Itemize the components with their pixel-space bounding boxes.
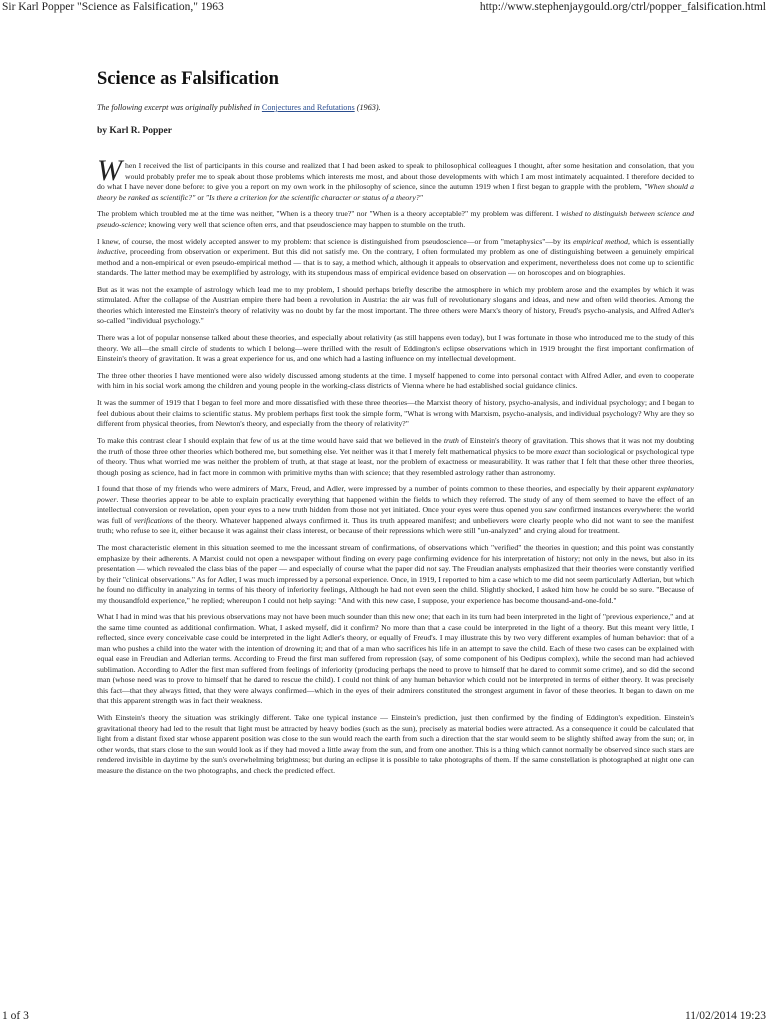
article <box>97 66 694 783</box>
article-body <box>97 154 695 776</box>
print-header-url: http://www.stephenjaygould.org/ctrl/popper_falsification.html <box>479 1 766 13</box>
paragraph-7: It was the summer of 1919 that I began to feel more and more dissatisfied with these three theories—the Marxist theory of history, psycho-analysis, and individual psychology; and I began to feel dubious about their claims to scientific status. My problem perhaps first took the simple form, "What is wrong with Marxism, psycho-analysis, and individual psychology? Why are they so different from physical theories, from Newton's theory, and especially from the theory of relativity?" <box>97 398 694 429</box>
paragraph-3: I knew, of course, the most widely accepted answer to my problem: that science is distinguished from pseudoscience—or from "metaphysics"—by its empirical method, which is essentially inductive, proceeding from observation or experiment. But this did not satisfy me. On the contrary, I often formulated my problem as one of distinguishing between a genuinely empirical method and a non-empirical or even pseudo-empirical method — that is to say, a method which, although it appeals to observation and experiment, nevertheless does not come up to scientific standards. The latter method may be exemplified by astrology, with its stupendous mass of empirical evidence based on observation — on horoscopes and on biographies. <box>97 236 694 278</box>
print-header <box>0 0 768 14</box>
conjectures-link[interactable]: Conjectures and Refutations <box>261 103 355 112</box>
paragraph-6: The three other theories I have mentioned were also widely discussed among students at the time. I myself happened to come into personal contact with Alfred Adler, and even to cooperate with him in his social work among the children and young people in the working-class districts of Vienna where he had established social guidance clinics. <box>97 370 694 391</box>
byline: by Karl R. Popper <box>97 126 172 136</box>
page-title: Science as Falsification <box>97 69 279 89</box>
excerpt-prefix: The following excerpt was originally published in <box>97 103 262 112</box>
excerpt-note <box>97 102 694 113</box>
paragraph-4: But as it was not the example of astrology which lead me to my problem, I should perhaps briefly describe the atmosphere in which my problem arose and the examples by which it was stimulated. After the collapse of the Austrian empire there had been a revolution in Austria: the air was full of revolutionary slogans and ideas, and new and often wild theories. Among the theories which interested me Einstein's theory of relativity was no doubt by far the most important. The three others were Marx's theory of history, Freud's psycho-analysis, and Alfred Adler's so-called "individual psychology." <box>97 284 694 326</box>
page-number: 1 of 3 <box>2 1010 29 1022</box>
paragraph-9: I found that those of my friends who were admirers of Marx, Freud, and Adler, were impressed by a number of points common to these theories, and especially by their apparent explanatory power. These theories appear to be able to explain practically everything that happened within the fields to which they referred. The study of any of them seemed to have the effect of an intellectual conversion or revelation, open your eyes to a new truth hidden from those not yet initiated. Once your eyes were thus opened you saw confirmed instances everywhere: the world was full of verifications of the theory. Whatever happened always confirmed it. Thus its truth appeared manifest; and unbelievers were clearly people who did not want to see the manifest truth; who refuse to see it, either because it was against their class interest, or because of their repressions which were still "un-analyzed" and crying aloud for treatment. <box>97 484 694 536</box>
paragraph-2: The problem which troubled me at the time was neither, "When is a theory true?" nor "When is a theory acceptable?" my problem was different. I wished to distinguish between science and pseudo-science; knowing very well that science often errs, and that pseudoscience may happen to stumble on the truth. <box>97 209 694 229</box>
paragraph-12: With Einstein's theory the situation was strikingly different. Take one typical instance — Einstein's prediction, just then confirmed by the finding of Eddington's expedition. Einstein's gravitational theory had led to the result that light must be attracted by heavy bodies (such as the sun), precisely as material bodies were attracted. As a consequence it could be calculated that light from a distant fixed star whose apparent position was close to the sun would reach the earth from such a direction that the star would seem to be slightly shifted away from the sun; or, in other words, that stars close to the sun would look as if they had moved a little away from the sun, and from one another. This is a thing which cannot normally be observed since such stars are rendered invisible in daytime by the sun's overwhelming brightness; but during an eclipse it is possible to take photographs of them. If the same constellation is photographed at night one can measure the distance on the two photographs, and check the predicted effect. <box>97 713 694 775</box>
print-footer <box>0 1009 768 1023</box>
print-header-title: Sir Karl Popper "Science as Falsification," 1963 <box>2 1 224 13</box>
paragraph-10: The most characteristic element in this situation seemed to me the incessant stream of confirmations, of observations which "verified" the theories in question; and this point was constantly emphasize by their adherents. A Marxist could not open a newspaper without finding on every page confirming evidence for his interpretation of history; not only in the news, but also in its presentation — which revealed the class bias of the paper — and especially of course what the paper did not say. The Freudian analysts emphasized that their theories were constantly verified by their "clinical observations." As for Adler, I was much impressed by a personal experience. Once, in 1919, I reported to him a case which to me did not seem particularly Adlerian, but which he found no difficulty in analyzing in terms of his theory of inferiority feelings, Although he had not even seen the child. Slightly shocked, I asked him how he could be so sure. "Because of my thousandfold experience," he replied; whereupon I could not help saying: "And with this new case, I suppose, your experience has become thousand-and-one-fold." <box>97 543 695 605</box>
paragraph-8: To make this contrast clear I should explain that few of us at the time would have said that we believed in the truth of Einstein's theory of gravitation. This shows that it was not my doubting the truth of those three other theories which bothered me, but something else. Yet neither was it that I merely felt mathematical physics to be more exact than sociological or psychological type of theory. Thus what worried me was neither the problem of truth, at that stage at least, nor the problem of exactness or measurability. It was rather that I felt that these other three theories, though posing as science, had in fact more in common with primitive myths than with science; that they resembled astrology rather than astronomy. <box>97 436 694 477</box>
excerpt-suffix: (1963). <box>354 103 381 112</box>
paragraph-11: What I had in mind was that his previous observations may not have been much sounder than this new one; that each in its turn had been interpreted in the light of "previous experience," and at the same time counted as additional confirmation. What, I asked myself, did it confirm? No more than that a case could be interpreted in the light of a theory. But this meant very little, I reflected, since every conceivable case could be interpreted in the light Adler's theory, or equally of Freud's. I may illustrate this by two very different examples of human behavior: that of a man who pushes a child into the water with the intention of drowning it; and that of a man who sacrifices his life in an attempt to save the child. Each of these two cases can be explained with equal ease in Freudian and Adlerian terms. According to Freud the first man suffered from repression (say, of some component of his Oedipus complex), while the second man had achieved sublimation. According to Adler the first man suffered from feelings of inferiority (producing perhaps the need to prove to himself that he dared to commit some crime), and so did the second man (whose need was to prove to himself that he dared to rescue the child). I could not think of any human behavior which could not be interpreted in terms of either theory. It was precisely this fact—that they always fitted, that they were always confirmed—which in the eyes of their admirers constituted the strongest argument in favor of these theories. It began to dawn on me that this apparent strength was in fact their weakness. <box>97 612 694 706</box>
paragraph-5: There was a lot of popular nonsense talked about these theories, and especially about relativity (as still happens even today), but I was fortunate in those who introduced me to the study of this theory. We all—the small circle of students to which I belong—were thrilled with the result of Eddington's eclipse observations which in 1919 brought the first important confirmation of Einstein's theory of gravitation. It was a great experience for us, and one which had a lasting influence on my intellectual development. <box>97 333 694 364</box>
paragraph-1: When I received the list of participants in this course and realized that I had been asked to speak to philosophical colleagues I thought, after some hesitation and consolation, that you would probably prefer me to speak about those problems which interests me most, and about those developments with which I am most intimately acquainted. I therefore decided to do what I have never done before: to give you a report on my own work in the philosophy of science, since the autumn 1919 when I first began to grapple with the problem, "When should a theory be ranked as scientific?" or "Is there a criterion for the scientific character or status of a theory?" <box>97 154 694 202</box>
dropcap: W <box>97 154 122 187</box>
print-timestamp: 11/02/2014 19:23 <box>684 1010 766 1022</box>
